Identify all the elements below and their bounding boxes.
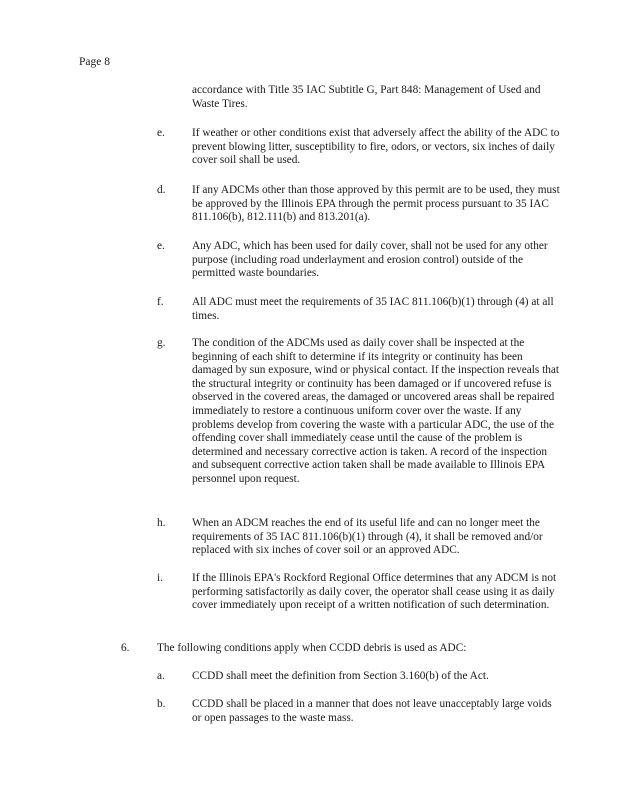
item-letter: f. xyxy=(157,296,164,308)
continuation-paragraph: accordance with Title 35 IAC Subtitle G, Part 848: Management of Used and Waste Tires. xyxy=(192,84,541,110)
item-text: If weather or other conditions exist that adversely affect the ability of the ADC to prevent blowing litter, susceptibility to fire, odors, or vectors, six inches of daily cover soil shall be used. xyxy=(192,127,560,167)
item-text: CCDD shall meet the definition from Section 3.160(b) of the Act. xyxy=(192,670,489,682)
section-number: 6. xyxy=(121,642,130,654)
item-text: CCDD shall be placed in a manner that does not leave unacceptably large voids or open passages to the waste mass. xyxy=(192,698,552,724)
item-text: If the Illinois EPA's Rockford Regional Office determines that any ADCM is not performing satisfactorily as daily cover, the operator shall cease using it as daily cover immediately upon receipt of a written notification of such determination. xyxy=(192,572,557,612)
item-letter: e. xyxy=(157,127,165,139)
page-number: Page 8 xyxy=(79,56,110,68)
item-text: All ADC must meet the requirements of 35 IAC 811.106(b)(1) through (4) at all times. xyxy=(192,296,554,322)
item-letter: e. xyxy=(157,240,165,252)
item-letter: d. xyxy=(157,184,166,196)
item-text: When an ADCM reaches the end of its useful life and can no longer meet the requirements of 35 IAC 811.106(b)(1) through (4), it shall be removed and/or replaced with six inches of cover soil or an approved ADC. xyxy=(192,517,543,557)
item-text: The condition of the ADCMs used as daily cover shall be inspected at the beginning of each shift to determine if its integrity or continuity has been damaged by sun exposure, wind or physical contact. If the inspection reveals that the structural integrity or continuity has been damaged or if uncovered refuse is observed in the covered areas, the damaged or uncovered areas shall be repaired immediately to restore a continuous uniform cover over the waste. If any problems develop from covering the waste with a particular ADC, the use of the offending cover shall immediately cease until the cause of the problem is determined and necessary corrective action is taken. A record of the inspection and subsequent corrective action taken shall be made available to Illinois EPA personnel upon request. xyxy=(192,337,560,485)
item-letter: g. xyxy=(157,337,166,349)
item-text: If any ADCMs other than those approved by this permit are to be used, they must be approved by the Illinois EPA through the permit process pursuant to 35 IAC 811.106(b), 812.111(b) and 813.201(a). xyxy=(192,184,560,224)
item-letter: i. xyxy=(157,572,163,584)
item-letter: b. xyxy=(157,698,166,710)
section-intro: The following conditions apply when CCDD debris is used as ADC: xyxy=(157,642,467,654)
item-letter: h. xyxy=(157,517,166,529)
item-letter: a. xyxy=(157,670,165,682)
item-text: Any ADC, which has been used for daily cover, shall not be used for any other purpose (including road underlayment and erosion control) outside of the permitted waste boundaries. xyxy=(192,240,548,280)
